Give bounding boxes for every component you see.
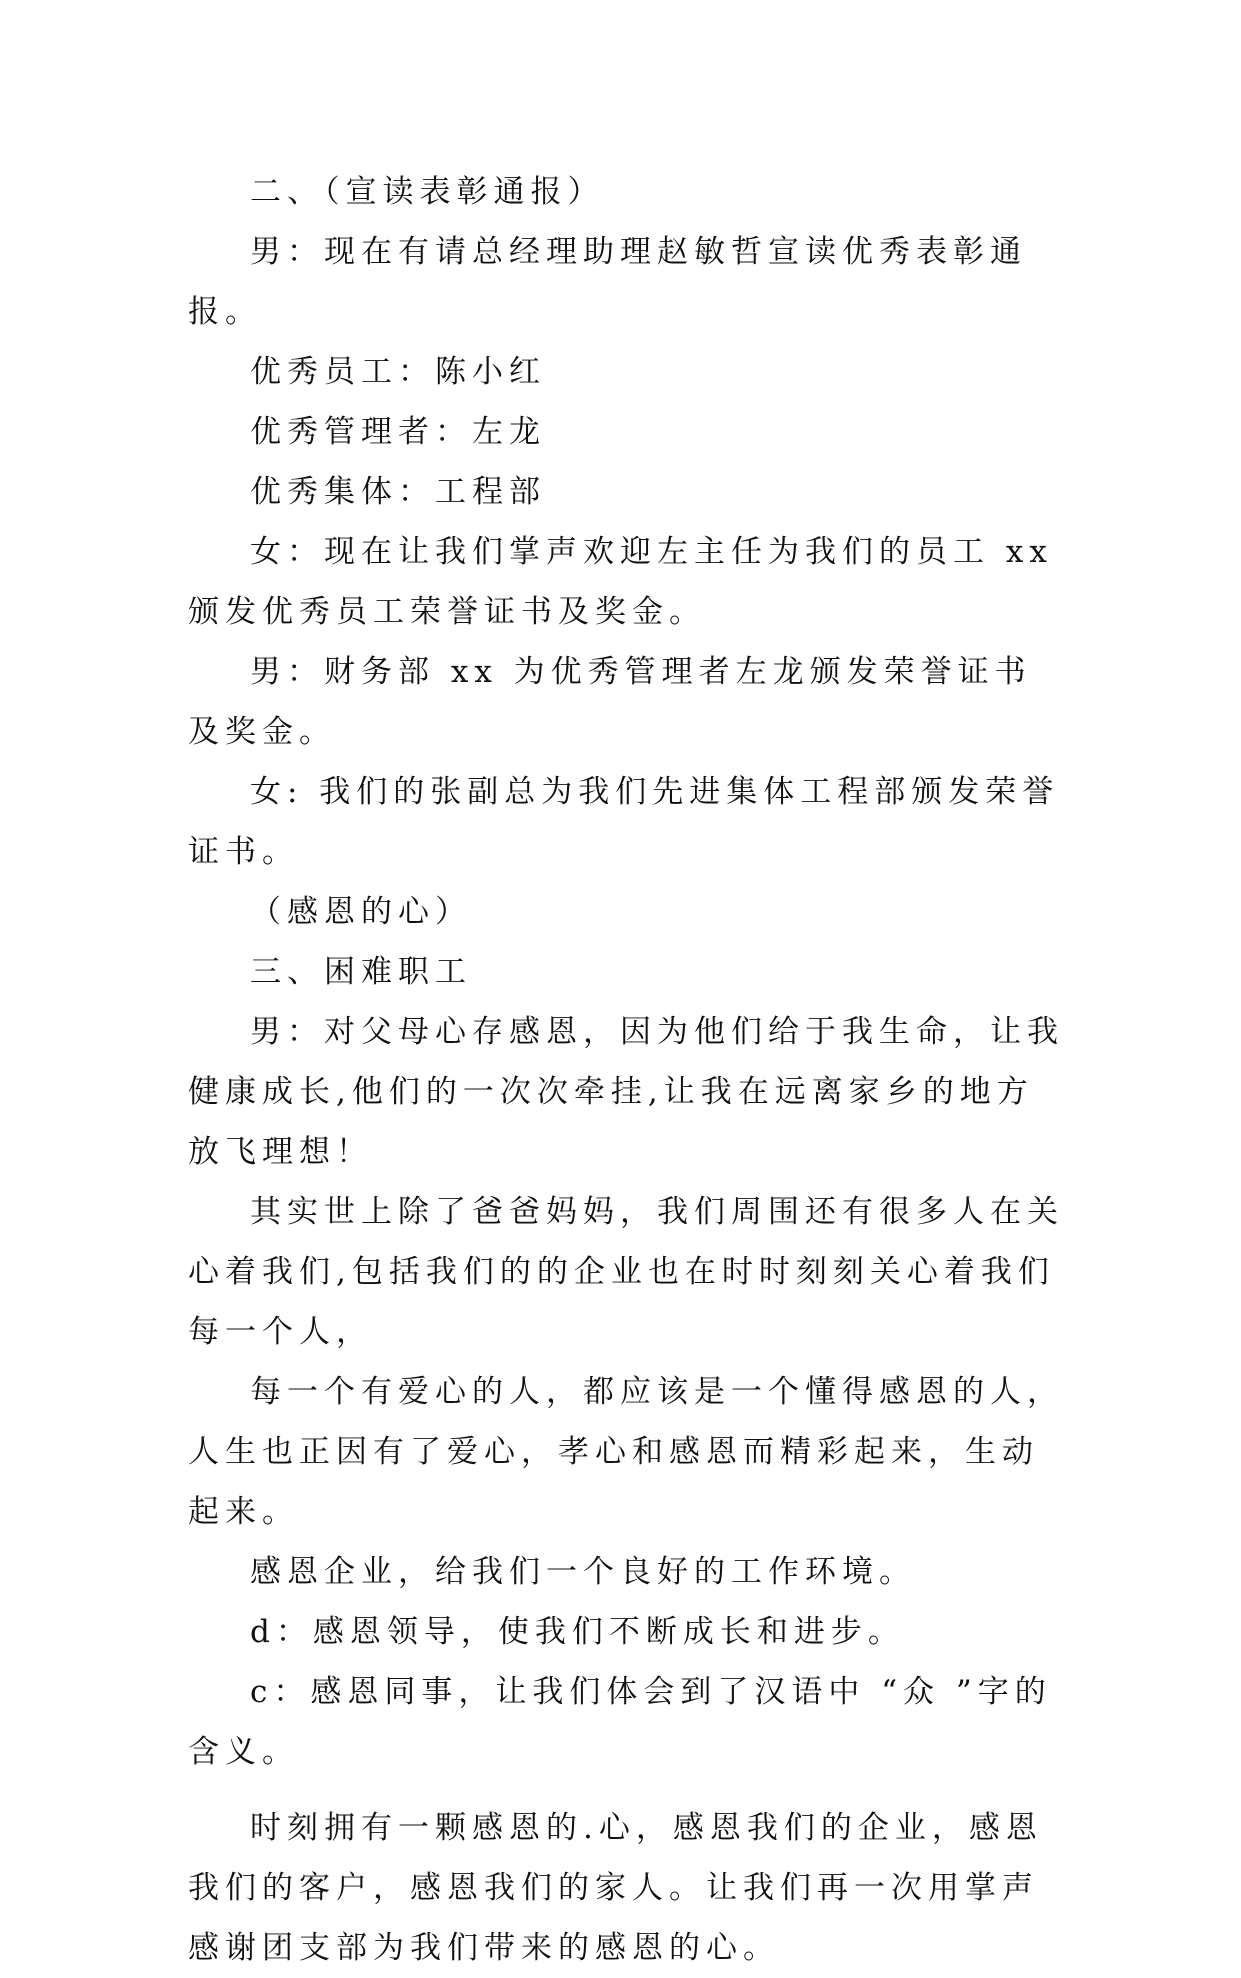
- paragraph-gratitude-enterprise: 感恩企业，给我们一个良好的工作环境。: [250, 1554, 916, 1590]
- document-body: [188, 162, 1068, 1978]
- paragraph-gratitude-colleagues: c：感恩同事，让我们体会到了汉语中 “众 ”字的含义。: [188, 1674, 1052, 1770]
- paragraph-loving-heart: 每一个有爱心的人，都应该是一个懂得感恩的人，人生也正因有了爱心，孝心和感恩而精彩起来，生动起来。: [188, 1374, 1064, 1530]
- paragraph-male-host-invite: 男：现在有请总经理助理赵敏哲宣读优秀表彰通报。: [188, 234, 1027, 330]
- paragraph-gratitude-leaders: d：感恩领导，使我们不断成长和进步。: [250, 1614, 905, 1650]
- paragraph-closing-gratitude: 时刻拥有一颗感恩的.心，感恩我们的企业，感恩我们的客户，感恩我们的家人。让我们再一次用掌声感谢团支部为我们带来的感恩的心。: [188, 1810, 1043, 1966]
- section-heading-needy-workers: 三、困难职工: [250, 954, 472, 990]
- paragraph-excellent-team: 优秀集体：工程部: [250, 474, 546, 510]
- paragraph-male-host-finance: 男：财务部 xx 为优秀管理者左龙颁发荣誉证书及奖金。: [188, 654, 1032, 750]
- section-heading-award-notice: 二、（宣读表彰通报）: [250, 174, 605, 210]
- paragraph-female-host-vice-president: 女: 我们的张副总为我们先进集体工程部颁发荣誉证书。: [188, 774, 1060, 870]
- paragraph-care-around-us: 其实世上除了爸爸妈妈，我们周围还有很多人在关心着我们,包括我们的的企业也在时时刻刻关心着我们每一个人，: [188, 1194, 1064, 1350]
- paragraph-gratitude-parents: 男：对父母心存感恩，因为他们给于我生命，让我健康成长,他们的一次次牵挂,让我在远离家乡的地方放飞理想！: [188, 1014, 1064, 1170]
- paragraph-excellent-employee: 优秀员工：陈小红: [250, 354, 546, 390]
- paragraph-female-host-award: 女：现在让我们掌声欢迎左主任为我们的员工 xx 颁发优秀员工荣誉证书及奖金。: [188, 534, 1053, 630]
- paragraph-excellent-manager: 优秀管理者：左龙: [250, 414, 546, 450]
- paragraph-grateful-heart-note: （感恩的心）: [250, 894, 472, 930]
